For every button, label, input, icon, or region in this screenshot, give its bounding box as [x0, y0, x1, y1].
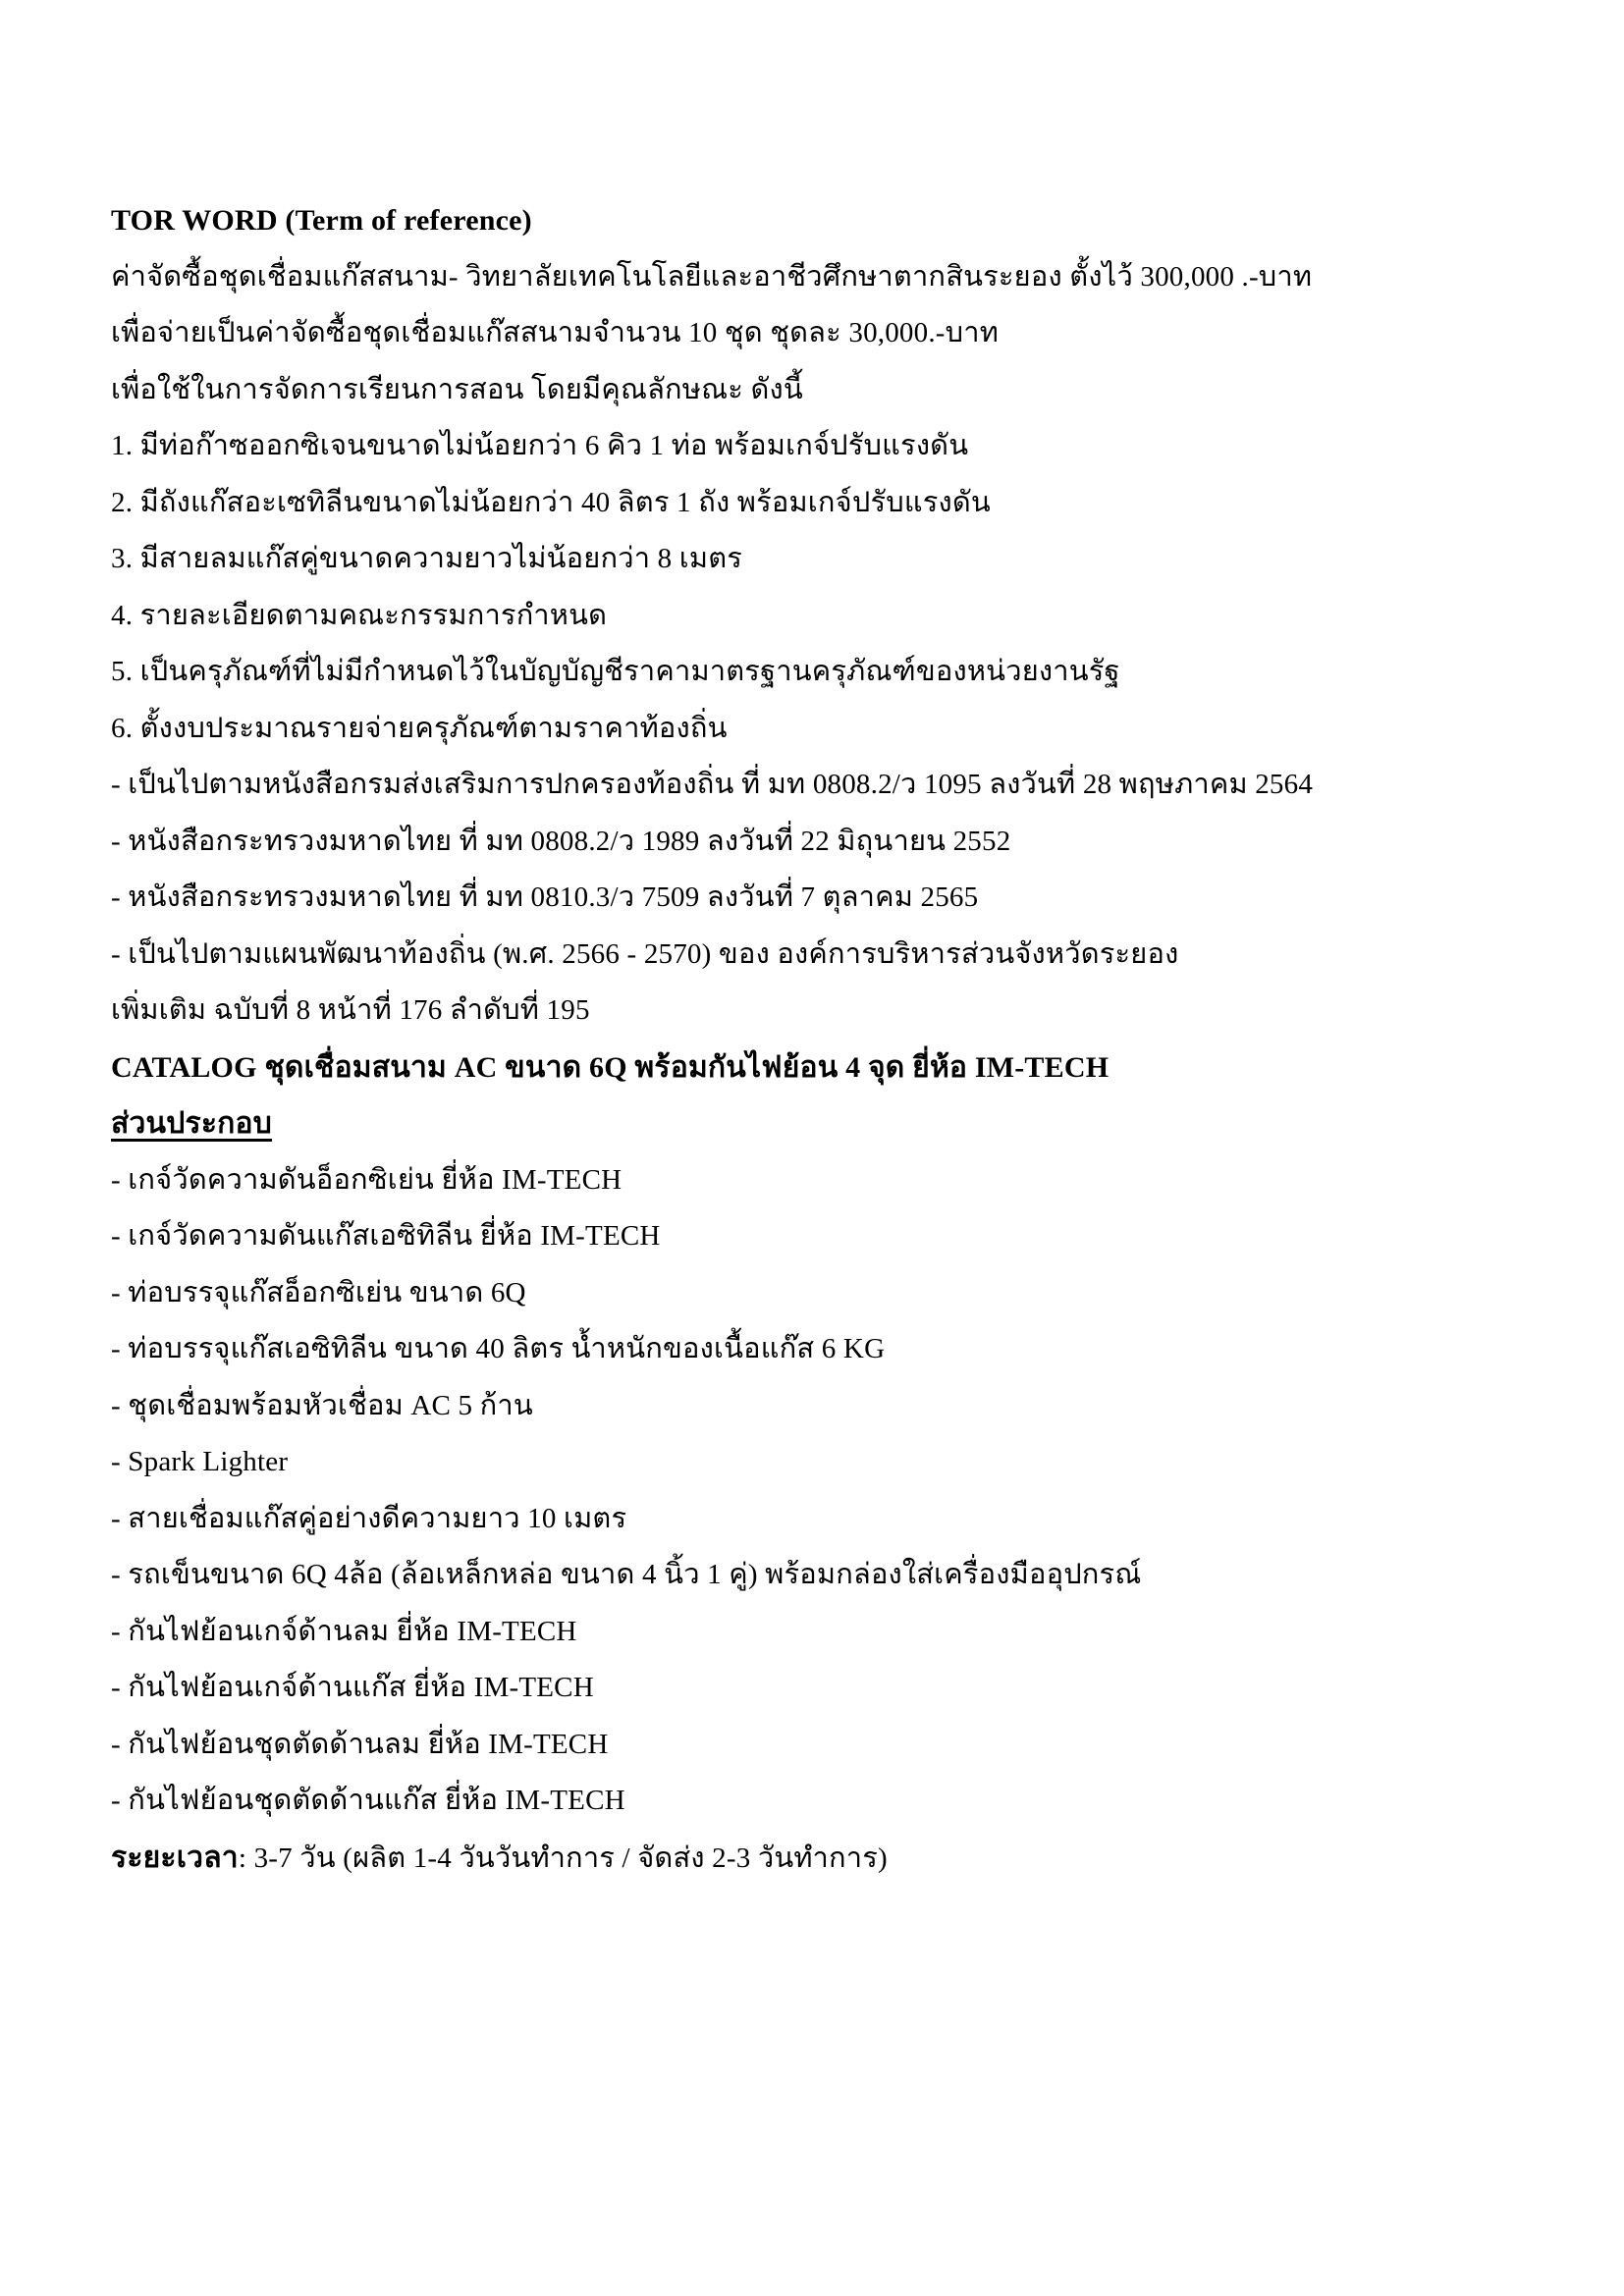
component-9: - กันไฟย้อนเกจ์ด้านลม ยี่ห้อ IM-TECH [111, 1615, 577, 1647]
component-5: - ชุดเชื่อมพร้อมหัวเชื่อม AC 5 ก้าน [111, 1389, 533, 1421]
spec-item-2: 2. มีถังแก๊สอะเซทิลีนขนาดไม่น้อยกว่า 40 ลิตร 1 ถัง พร้อมเกจ์ปรับแรงดัน [111, 486, 991, 518]
spec-item-5: 5. เป็นครุภัณฑ์ที่ไม่มีกำหนดไว้ในบัญบัญชีราคามาตรฐานครุภัณฑ์ของหน่วยงานรัฐ [111, 656, 1120, 687]
component-8: - รถเข็นขนาด 6Q 4ล้อ (ล้อเหล็กหล่อ ขนาด 4 นิ้ว 1 คู่) พร้อมกล่องใส่เครื่องมืออุปกรณ์ [111, 1559, 1142, 1590]
catalog-heading: CATALOG ชุดเชื่อมสนาม AC ขนาด 6Q พร้อมกันไฟย้อน 4 จุด ยี่ห้อ IM-TECH [111, 1050, 1110, 1084]
doc-title: TOR WORD (Term of reference) [111, 204, 532, 237]
line-label: ระยะเวลา [111, 1841, 239, 1874]
component-3: - ท่อบรรจุแก๊สอ็อกซิเย่น ขนาด 6Q [111, 1276, 526, 1308]
duration-line [111, 1830, 1516, 1888]
intro-line-2: เพื่อจ่ายเป็นค่าจัดซื้อชุดเชื่อมแก๊สสนามจำนวน 10 ชุด ชุดละ 30,000.-บาท [111, 317, 1000, 348]
reference-1: - เป็นไปตามหนังสือกรมส่งเสริมการปกครองท้องถิ่น ที่ มท 0808.2/ว 1095 ลงวันที่ 28 พฤษภาคม 2564 [111, 769, 1314, 800]
reference-3: - หนังสือกระทรวงมหาดไทย ที่ มท 0810.3/ว 7509 ลงวันที่ 7 ตุลาคม 2565 [111, 881, 979, 913]
reference-4: - เป็นไปตามแผนพัฒนาท้องถิ่น (พ.ศ. 2566 - 2570) ของ องค์การบริหารส่วนจังหวัดระยอง [111, 937, 1179, 970]
intro-line-1: ค่าจัดซื้อชุดเชื่อมแก๊สสนาม- วิทยาลัยเทคโนโลยีและอาชีวศึกษาตากสินระยอง ตั้งไว้ 300,000 .-บาท [111, 260, 1313, 293]
component-10: - กันไฟย้อนเกจ์ด้านแก๊ส ยี่ห้อ IM-TECH [111, 1672, 594, 1703]
components-heading: ส่วนประกอบ [111, 1107, 272, 1140]
component-6: - Spark Lighter [111, 1446, 289, 1477]
spec-item-4: 4. รายละเอียดตามคณะกรรมการกำหนด [111, 599, 608, 631]
intro-line-3: เพื่อใช้ในการจัดการเรียนการสอน โดยมีคุณลักษณะ ดังนี้ [111, 373, 803, 405]
component-7: - สายเชื่อมแก๊สคู่อย่างดีความยาว 10 เมตร [111, 1502, 627, 1534]
component-12: - กันไฟย้อนชุดตัดด้านแก๊ส ยี่ห้อ IM-TECH [111, 1785, 625, 1816]
spec-item-3: 3. มีสายลมแก๊สคู่ขนาดความยาวไม่น้อยกว่า 8 เมตร [111, 543, 743, 574]
spec-item-6: 6. ตั้งงบประมาณรายจ่ายครุภัณฑ์ตามราคาท้องถิ่น [111, 712, 728, 744]
component-11: - กันไฟย้อนชุดตัดด้านลม ยี่ห้อ IM-TECH [111, 1728, 609, 1760]
component-2: - เกจ์วัดความดันแก๊สเอซิทิลีน ยี่ห้อ IM-TECH [111, 1220, 661, 1252]
spec-item-1: 1. มีท่อก๊าซออกซิเจนขนาดไม่น้อยกว่า 6 คิว 1 ท่อ พร้อมเกจ์ปรับแรงดัน [111, 430, 969, 461]
document-body [111, 192, 1516, 1887]
component-4: - ท่อบรรจุแก๊สเอซิทิลีน ขนาด 40 ลิตร น้ำหนักของเนื้อแก๊ส 6 KG [111, 1333, 886, 1364]
reference-2: - หนังสือกระทรวงมหาดไทย ที่ มท 0808.2/ว 1989 ลงวันที่ 22 มิถุนายน 2552 [111, 825, 1011, 857]
reference-5: เพิ่มเติม ฉบับที่ 8 หน้าที่ 176 ลำดับที่ 195 [111, 994, 590, 1026]
line-text: : 3-7 วัน (ผลิต 1-4 วันวันทำการ / จัดส่ง 2-3 วันทำการ) [238, 1842, 888, 1874]
component-1: - เกจ์วัดความดันอ็อกซิเย่น ยี่ห้อ IM-TECH [111, 1163, 623, 1196]
